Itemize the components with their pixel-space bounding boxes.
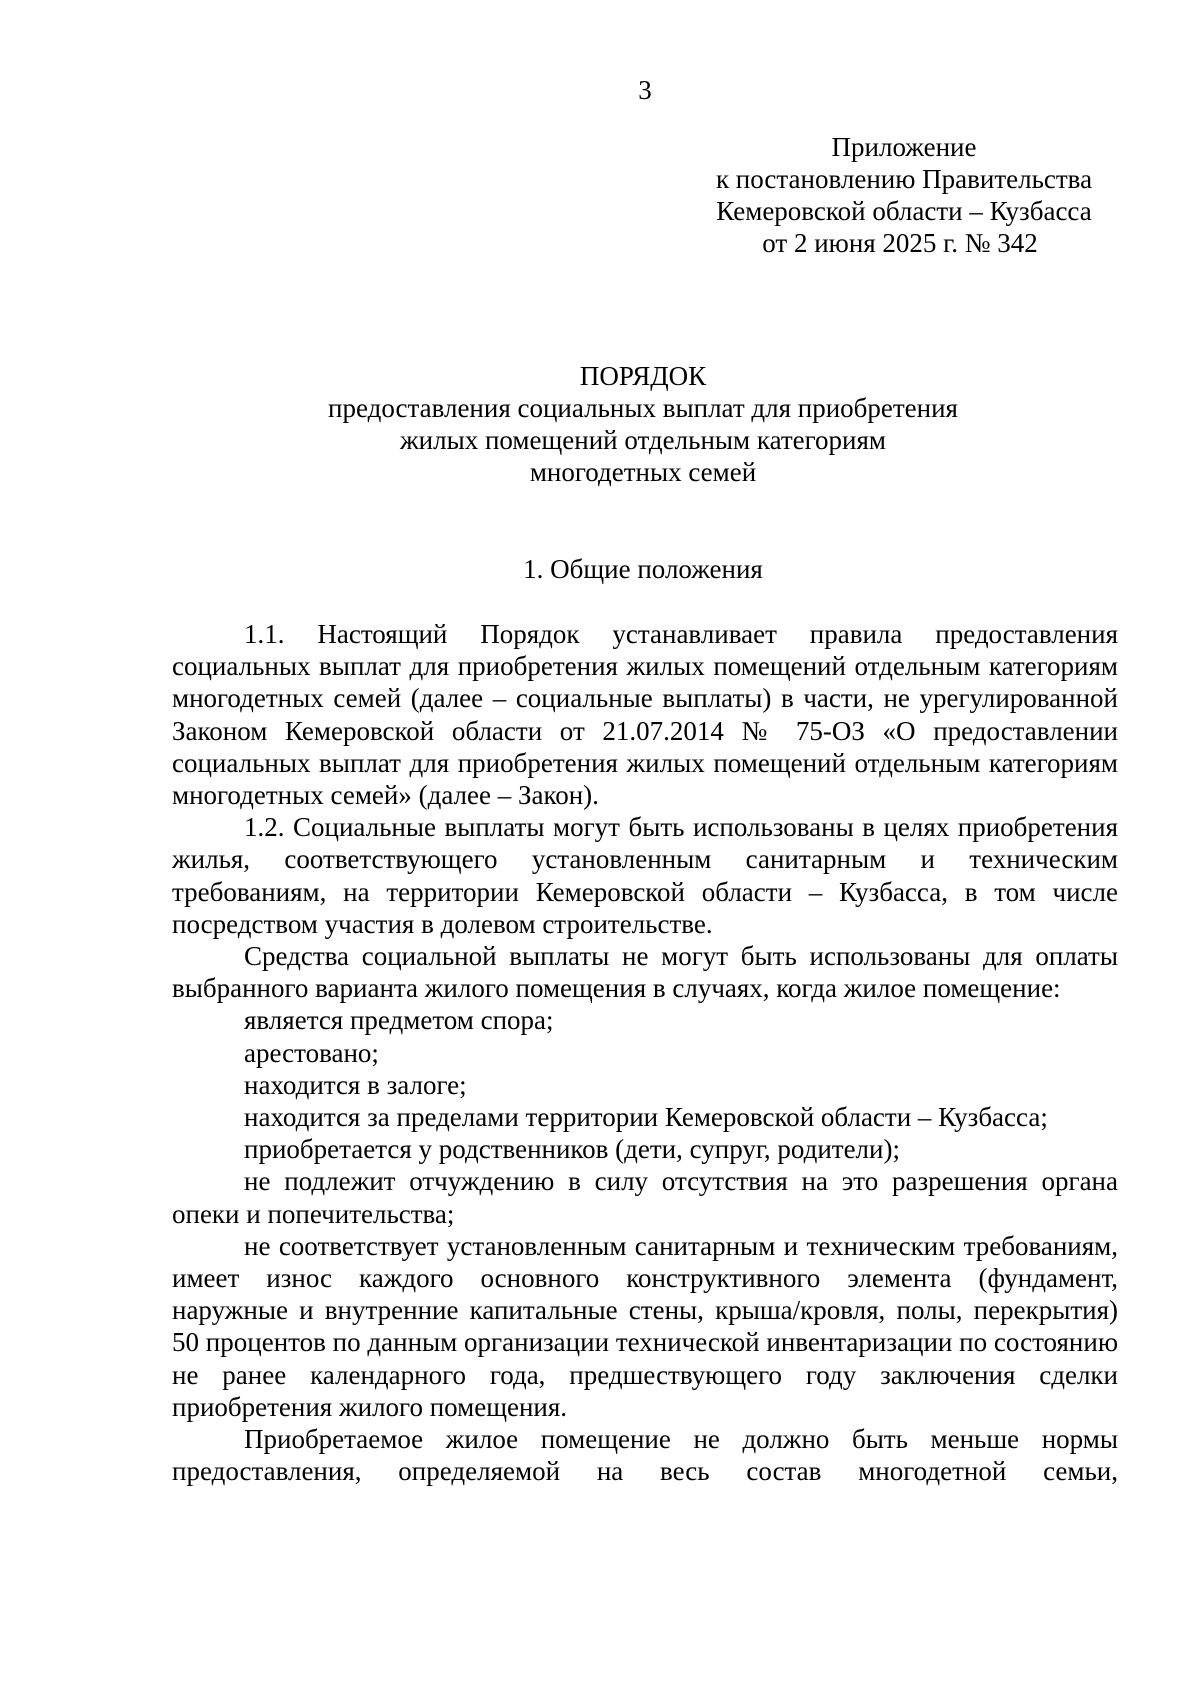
paragraph-1-2: 1.2. Социальные выплаты могут быть использованы в целях приобретения жилья, соответствующего установленным санитарным и техническим требованиям, на территории Кемеровской области – Кузбасса, в том числе посредством участия в долевом строительстве. [172, 812, 1118, 939]
appendix-line: Кемеровской области – Кузбасса [716, 196, 1092, 226]
title-line: предоставления социальных выплат для приобретения [328, 393, 958, 423]
appendix-line: к постановлению Правительства [715, 164, 1093, 194]
list-item: является предметом спора; [244, 1005, 554, 1036]
title-line: жилых помещений отдельным категориям [400, 425, 886, 455]
document-title [150, 360, 1136, 488]
section-heading: 1. Общие положения [523, 554, 763, 584]
title-heading: ПОРЯДОК [579, 361, 707, 391]
paragraph-guardianship: не подлежит отчуждению в силу отсутствия на это разрешения органа опеки и попечительства; [172, 1166, 1118, 1229]
list-item: приобретается у родственников (дети, супруг, родители); [244, 1134, 900, 1165]
list-item: находится в залоге; [244, 1069, 467, 1100]
appendix-date-number: от 2 июня 2025 г. № 342 [762, 228, 1038, 258]
page-number: 3 [638, 75, 652, 105]
list-item: арестовано; [244, 1037, 379, 1068]
paragraph-technical: не соответствует установленным санитарным и техническим требованиям, имеет износ каждого основного конструктивного элемента (фундамент, наружные и внутренние капитальные стены, крыша/кровля, полы, перекрытия) 50 процентов по данным организации технической инвентаризации по состоянию не ранее календарного года, предшествующего году заключения сделки приобретения жилого помещения. [172, 1230, 1118, 1422]
appendix-line: Приложение [831, 132, 977, 162]
appendix-header [640, 131, 1160, 259]
section-body [172, 618, 1118, 1487]
list-item: находится за пределами территории Кемеровской области – Кузбасса; [244, 1102, 1048, 1133]
paragraph-funds: Средства социальной выплаты не могут быть использованы для оплаты выбранного варианта жилого помещения в случаях, когда жилое помещение: [172, 941, 1118, 1004]
paragraph-norm: Приобретаемое жилое помещение не должно быть меньше нормы предоставления, определяемой на весь состав многодетной семьи, [172, 1424, 1118, 1487]
paragraph-1-1: 1.1. Настоящий Порядок устанавливает правила предоставления социальных выплат для приобретения жилых помещений отдельным категориям многодетных семей (далее – социальные выплаты) в части, не урегулированной Законом Кемеровской области от 21.07.2014 № 75-ОЗ «О предоставлении социальных выплат для приобретения жилых помещений отдельным категориям многодетных семей» (далее – Закон). [172, 619, 1118, 811]
title-line: многодетных семей [529, 457, 757, 487]
